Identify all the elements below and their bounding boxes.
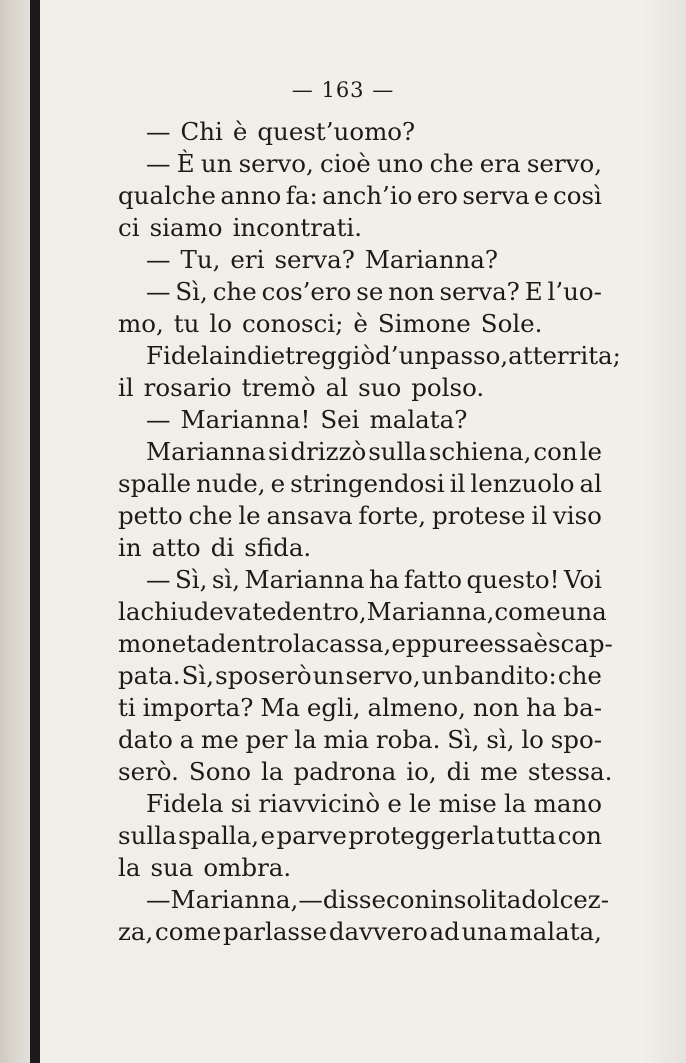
book-spine: [30, 0, 40, 1063]
text-line: petto che le ansava forte, protese il viso: [118, 501, 602, 530]
text-line: sulla spalla, e parve proteggerla tutta con: [118, 821, 602, 850]
text-line: — È un servo, cioè uno che era servo,: [146, 149, 602, 178]
text-line: in atto di sfida.: [118, 533, 312, 562]
page-edge-shadow: [0, 0, 30, 1063]
text-line: la sua ombra.: [118, 853, 292, 882]
text-line: — Sì, sì, Marianna ha fatto questo! Voi: [146, 565, 602, 594]
text-line: ti importa? Ma egli, almeno, non ha ba-: [118, 693, 602, 722]
text-line: spalle nude, e stringendosi il lenzuolo al: [118, 469, 602, 498]
text-line: ci siamo incontrati.: [118, 213, 363, 242]
text-line: — Marianna! Sei malata?: [146, 405, 468, 434]
text-line: mo, tu lo conosci; è Simone Sole.: [118, 309, 543, 338]
text-line: — Marianna, — disse con insolita dolcez-: [146, 885, 609, 914]
text-line: qualche anno fa: anch’io ero serva e così: [118, 181, 602, 210]
text-line: dato a me per la mia roba. Sì, sì, lo spo-: [118, 725, 602, 754]
text-line: Fidela indietreggiò d’un passo, atterrita;: [146, 341, 621, 370]
text-line: Fidela si riavvicinò e le mise la mano: [146, 789, 602, 818]
text-line: — Sì, che cos’ero se non serva? E l’uo-: [146, 277, 602, 306]
text-line: moneta dentro la cassa, eppure essa è scap-: [118, 629, 613, 658]
text-line: pata. Sì, sposerò un servo, un bandito: che: [118, 661, 602, 690]
body-text: [118, 116, 621, 948]
text-line: il rosario tremò al suo polso.: [118, 373, 485, 402]
text-line: Marianna si drizzò sulla schiena, con le: [146, 437, 602, 466]
text-line: — Tu, eri serva? Marianna?: [146, 245, 498, 274]
text-line: la chiudevate dentro, Marianna, come una: [118, 597, 607, 626]
text-line: za, come parlasse davvero ad una malata,: [118, 917, 602, 946]
page-number: — 163 —: [291, 78, 395, 102]
text-line: serò. Sono la padrona io, di me stessa.: [118, 757, 613, 786]
text-line: — Chi è quest’uomo?: [146, 117, 416, 146]
